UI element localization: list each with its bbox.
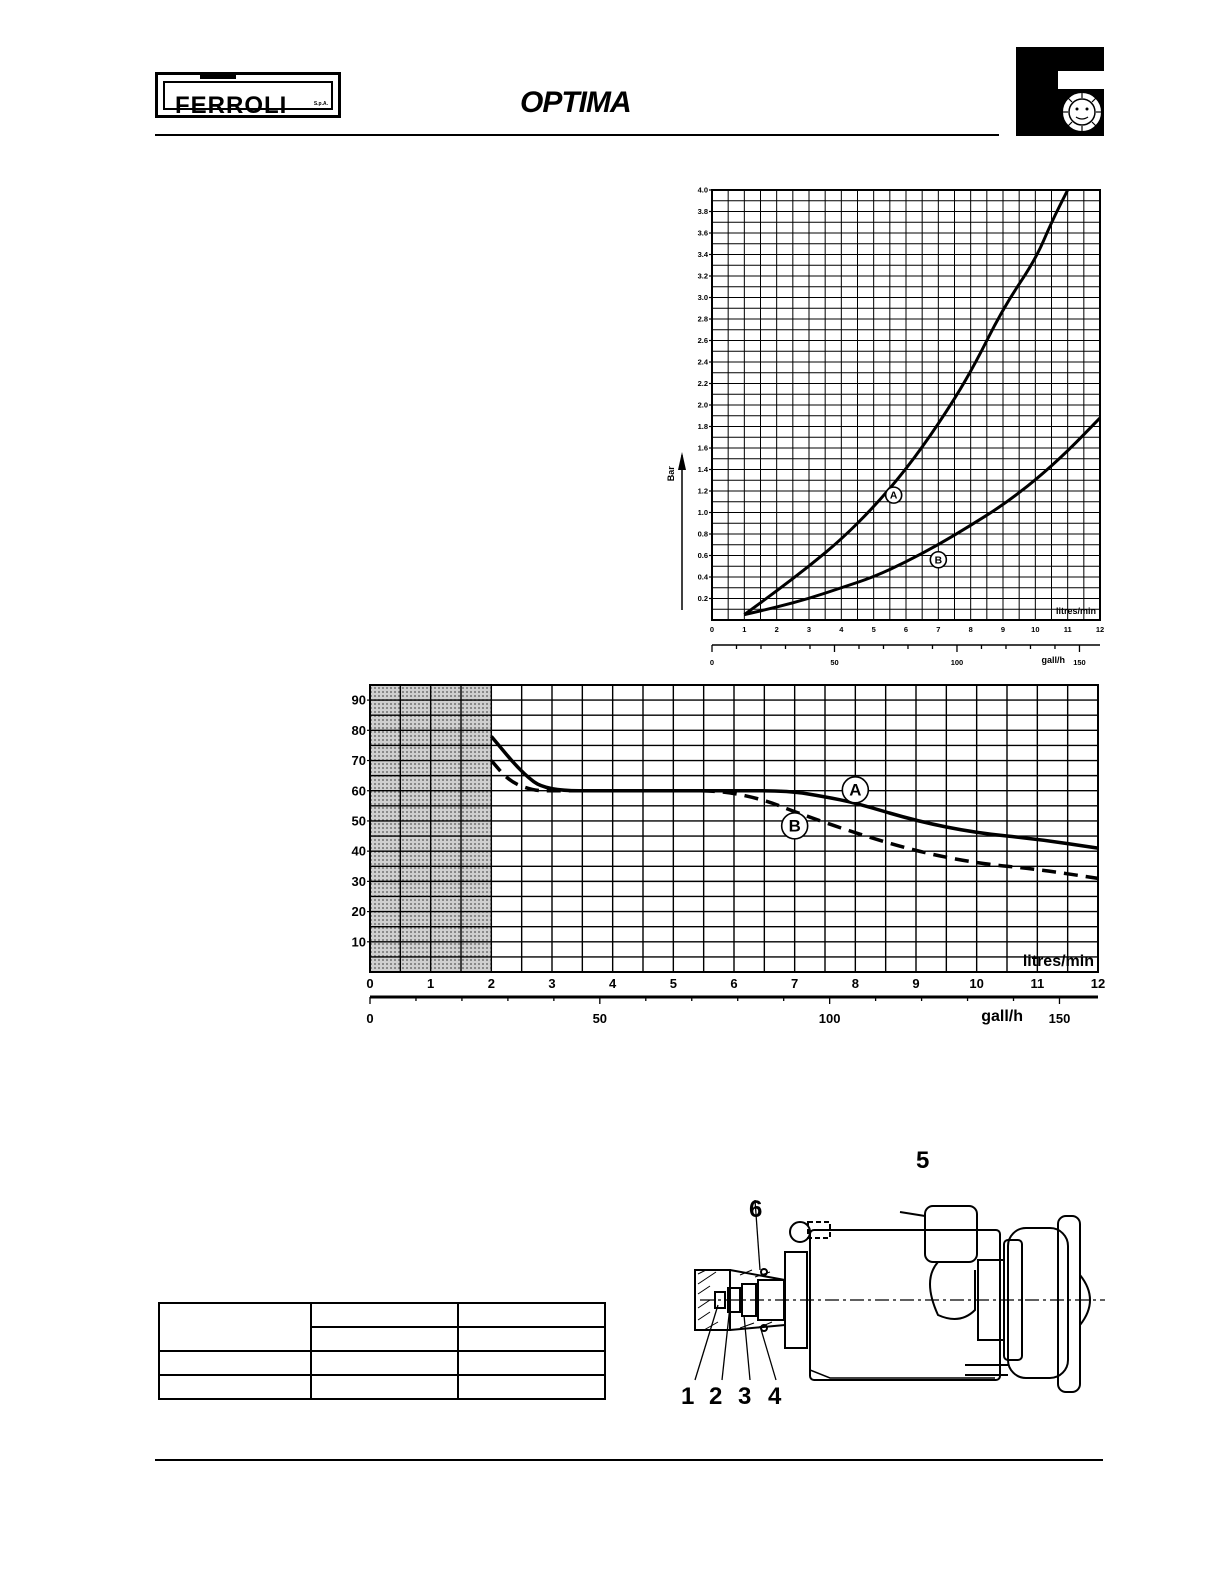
x-tick-label: 2 bbox=[487, 976, 495, 991]
y-axis-arrow-head bbox=[678, 452, 686, 470]
secondary-unit-label: gall/h bbox=[981, 1008, 1023, 1025]
table-cell bbox=[311, 1327, 458, 1351]
y-tick-label: 2.8 bbox=[697, 314, 708, 324]
y-tick-label: 2.0 bbox=[697, 400, 708, 410]
header-rule bbox=[155, 134, 999, 136]
y-axis-label: Bar bbox=[666, 466, 676, 482]
callout-1: 1 bbox=[681, 1383, 695, 1410]
callout-4: 4 bbox=[768, 1383, 782, 1410]
secondary-tick-label: 50 bbox=[830, 658, 839, 667]
callout-3: 3 bbox=[738, 1383, 752, 1410]
y-tick-label: 60 bbox=[351, 783, 366, 799]
y-tick-label: 90 bbox=[351, 692, 366, 708]
x-tick-label: 8 bbox=[851, 976, 859, 991]
y-tick-label: 70 bbox=[351, 753, 366, 769]
ferroli-logo-tab bbox=[200, 74, 236, 79]
x-tick-label: 4 bbox=[839, 625, 844, 634]
solenoid-lead bbox=[900, 1212, 925, 1216]
x-tick-label: 12 bbox=[1095, 625, 1105, 634]
y-tick-label: 50 bbox=[351, 813, 366, 829]
x-tick-label: 0 bbox=[366, 976, 374, 991]
seal-ring-bottom bbox=[761, 1325, 767, 1331]
y-tick-label: 3.4 bbox=[697, 250, 708, 260]
spec-table bbox=[158, 1302, 606, 1400]
y-tick-label: 2.2 bbox=[697, 379, 708, 389]
x-tick-label: 0 bbox=[709, 625, 715, 634]
x-unit-label: litres/min bbox=[1055, 606, 1096, 616]
y-tick-label: 0.6 bbox=[697, 551, 708, 561]
body-inner-line bbox=[810, 1260, 995, 1378]
secondary-tick-label: 100 bbox=[950, 658, 964, 667]
y-tick-label: 80 bbox=[351, 722, 366, 738]
x-tick-label: 9 bbox=[1000, 625, 1006, 634]
ferroli-logo bbox=[155, 72, 341, 118]
secondary-tick-label: 100 bbox=[818, 1011, 841, 1026]
x-tick-label: 7 bbox=[791, 976, 799, 991]
table-cell bbox=[159, 1303, 311, 1351]
x-tick-label: 8 bbox=[968, 625, 973, 634]
x-tick-label: 12 bbox=[1090, 976, 1106, 991]
y-tick-label: 1.6 bbox=[697, 443, 708, 453]
table-cell bbox=[458, 1327, 605, 1351]
series-label-B: B bbox=[788, 816, 801, 836]
outlet-pipe bbox=[965, 1365, 1008, 1375]
y-tick-label: 3.0 bbox=[697, 293, 708, 303]
x-unit-label: litres/min bbox=[1022, 953, 1094, 970]
x-tick-label: 10 bbox=[969, 976, 984, 991]
y-tick-label: 1.0 bbox=[697, 508, 708, 518]
x-tick-label: 3 bbox=[548, 976, 556, 991]
y-tick-label: 1.4 bbox=[697, 465, 708, 475]
y-tick-label: 0.8 bbox=[697, 529, 708, 539]
table-cell bbox=[311, 1351, 458, 1375]
pump-body bbox=[810, 1230, 1000, 1380]
x-tick-label: 1 bbox=[427, 976, 435, 991]
series-label-A: A bbox=[889, 490, 898, 502]
table-cell bbox=[311, 1375, 458, 1399]
y-tick-label: 1.2 bbox=[697, 486, 708, 496]
x-tick-label: 3 bbox=[806, 625, 812, 634]
y-tick-label: 30 bbox=[351, 873, 366, 889]
series-label-B: B bbox=[934, 555, 943, 567]
y-tick-label: 4.0 bbox=[697, 185, 708, 195]
ferroli-logo-text: FERROLI bbox=[175, 92, 288, 119]
table-cell bbox=[458, 1375, 605, 1399]
x-tick-label: 11 bbox=[1030, 976, 1045, 991]
y-tick-label: 10 bbox=[351, 934, 366, 950]
coil-bracket bbox=[930, 1262, 975, 1319]
leader-lines bbox=[695, 1200, 776, 1380]
y-tick-label: 1.8 bbox=[697, 422, 708, 432]
secondary-tick-label: 150 bbox=[1048, 1011, 1071, 1026]
y-tick-label: 3.6 bbox=[697, 228, 708, 238]
secondary-tick-label: 0 bbox=[709, 658, 715, 667]
x-tick-label: 2 bbox=[774, 625, 779, 634]
x-tick-label: 1 bbox=[742, 625, 747, 634]
callout-2: 2 bbox=[709, 1383, 723, 1410]
secondary-tick-label: 0 bbox=[366, 1011, 374, 1026]
table-row bbox=[159, 1375, 605, 1399]
table-cell bbox=[159, 1351, 311, 1375]
series-label-A: A bbox=[849, 780, 862, 800]
table-row bbox=[159, 1351, 605, 1375]
ferroli-f-emblem bbox=[1016, 47, 1104, 136]
table-cell bbox=[458, 1303, 605, 1327]
ferroli-logo-suffix: S.p.A. bbox=[313, 101, 328, 107]
y-tick-label: 3.8 bbox=[697, 207, 708, 217]
solenoid-coil bbox=[925, 1206, 977, 1262]
x-tick-label: 10 bbox=[1031, 625, 1040, 634]
seal-ring-top bbox=[761, 1269, 767, 1275]
secondary-tick-label: 150 bbox=[1073, 658, 1086, 667]
x-tick-label: 11 bbox=[1063, 625, 1072, 634]
ferroli-logo-inner-frame bbox=[163, 81, 333, 119]
table-cell bbox=[159, 1375, 311, 1399]
pressure-drop-chart bbox=[640, 180, 1120, 667]
table-cell bbox=[311, 1303, 458, 1327]
footer-rule bbox=[155, 1459, 1103, 1461]
y-tick-label: 20 bbox=[351, 904, 366, 920]
x-tick-label: 5 bbox=[669, 976, 677, 991]
callout-5: 5 bbox=[916, 1147, 930, 1174]
table-cell bbox=[458, 1351, 605, 1375]
y-tick-label: 0.4 bbox=[697, 572, 708, 582]
x-tick-label: 5 bbox=[871, 625, 876, 634]
x-tick-label: 6 bbox=[903, 625, 909, 634]
y-tick-label: 0.2 bbox=[697, 594, 708, 604]
x-tick-label: 7 bbox=[936, 625, 941, 634]
y-tick-label: 2.6 bbox=[697, 336, 708, 346]
y-tick-label: 2.4 bbox=[697, 357, 708, 367]
y-tick-label: 3.2 bbox=[697, 271, 708, 281]
x-tick-label: 9 bbox=[912, 976, 920, 991]
optima-product-logo: OPTIMA bbox=[520, 86, 631, 119]
table-row bbox=[159, 1303, 605, 1327]
secondary-unit-label: gall/h bbox=[1041, 655, 1065, 665]
x-tick-label: 4 bbox=[609, 976, 617, 991]
flow-performance-chart bbox=[330, 675, 1120, 1050]
callout-6: 6 bbox=[749, 1196, 763, 1223]
secondary-tick-label: 50 bbox=[592, 1011, 608, 1026]
y-tick-label: 40 bbox=[351, 843, 366, 859]
pump-assembly-drawing bbox=[660, 1140, 1110, 1430]
x-tick-label: 6 bbox=[730, 976, 738, 991]
